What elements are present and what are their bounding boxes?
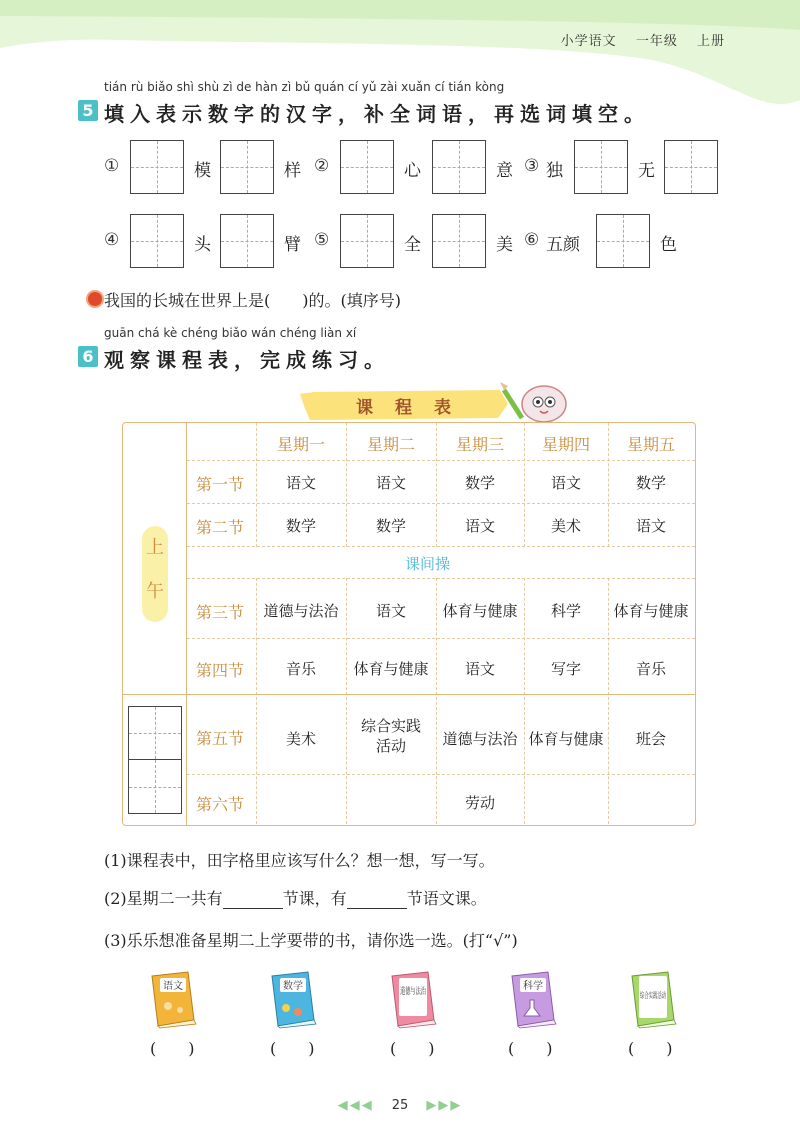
table-cell: 音乐 [635,660,666,678]
table-cell: 语文 [464,660,495,678]
table-cell-integrated-practice [346,716,436,756]
char-quan: 全 [404,235,421,255]
period-label: 第一节 [196,475,245,494]
page-footer [0,1098,800,1113]
char-bi: 臂 [284,235,301,255]
checkbox-paren[interactable]: ( ) [270,1039,315,1058]
writing-box[interactable] [340,214,394,268]
day-header: 星期五 [626,435,675,454]
item-number-1: ① [104,156,120,176]
table-cell: 班会 [635,730,666,748]
right-arrows-icon: ▶▶▶ [426,1098,463,1113]
book-label: 数学 [283,981,303,992]
table-cell: 美术 [285,730,316,748]
table-cell: 科学 [550,602,581,620]
table-line [123,694,695,695]
q5-pinyin: tián rù biǎo shì shù zì de hàn zì bǔ quán cí yǔ zài xuǎn cí tián kòng [104,80,505,94]
writing-box[interactable] [664,140,718,194]
table-line [187,503,695,504]
table-cell: 语文 [285,474,316,492]
header-grade: 一年级 [635,34,678,49]
q6-pinyin: guān chá kè chéng biǎo wán chéng liàn xí [104,326,357,340]
char-wu: 无 [638,161,655,181]
table-cell: 道德与法治 [263,602,339,620]
checkbox-paren[interactable]: ( ) [628,1039,673,1058]
am-label [142,526,168,622]
item-number-6: ⑥ [524,230,540,250]
char-xin: 心 [404,161,421,181]
table-cell: 美术 [550,517,581,535]
q6-title: 观察课程表，完成练习。 [104,348,390,372]
sub-question-1: (1)课程表中，田字格里应该写什么？想一想，写一写。 [104,851,495,870]
writing-box[interactable] [340,140,394,194]
answer-blank[interactable] [347,892,407,909]
period-label: 第五节 [196,729,245,748]
recess-label: 课间操 [405,555,451,573]
table-line [187,774,695,775]
book-label: 科学 [523,981,543,992]
q2-part-b: 节课，有 [282,889,347,908]
char-mei: 美 [496,235,513,255]
table-cell: 语文 [550,474,581,492]
item-number-2: ② [314,156,330,176]
am-char-2: 午 [146,581,164,602]
char-mo: 模 [194,161,211,181]
table-line [187,578,695,579]
writing-box[interactable] [432,214,486,268]
char-se: 色 [660,235,677,255]
table-line [187,638,695,639]
book-label: 道德与法治 [400,987,446,997]
q6-number-badge: 6 [78,346,98,367]
period-label: 第四节 [196,661,245,680]
q5-number-badge: 5 [78,100,98,121]
day-header: 星期四 [541,435,590,454]
table-cell: 音乐 [285,660,316,678]
item-number-4: ④ [104,230,120,250]
table-cell: 劳动 [464,794,495,812]
header-info [547,30,725,49]
period-label: 第三节 [196,603,245,622]
table-line [187,546,695,547]
book-label: 语文 [163,981,183,992]
table-cell: 体育与健康 [528,730,604,748]
char-yi: 意 [496,161,513,181]
mascot-pencil-icon [500,378,580,428]
table-cell: 数学 [285,517,316,535]
answer-blank[interactable] [223,892,283,909]
cell-line: 综合实践 [360,717,421,735]
table-cell: 体育与健康 [442,602,518,620]
sub-question-2 [104,886,487,909]
writing-grid[interactable] [128,706,182,814]
checkbox-paren[interactable]: ( ) [390,1039,435,1058]
header-subject: 小学语文 [560,34,617,49]
flower-icon [88,292,102,306]
period-label: 第二节 [196,518,245,537]
day-header: 星期三 [455,435,504,454]
checkbox-paren[interactable]: ( ) [508,1039,553,1058]
checkbox-paren[interactable]: ( ) [150,1039,195,1058]
item-number-3: ③ [524,156,540,176]
table-cell: 写字 [550,660,581,678]
book-math-icon[interactable] [266,970,318,1028]
book-science-icon[interactable] [506,970,558,1028]
char-wuyan: 五颜 [546,235,580,255]
q5-title: 填入表示数字的汉字，补全词语，再选词填空。 [104,102,650,126]
book-integrated-practice-icon[interactable] [626,970,688,1028]
char-tou: 头 [194,235,211,255]
writing-box[interactable] [432,140,486,194]
table-line [186,423,187,825]
cell-line: 活动 [375,737,406,755]
table-cell: 语文 [464,517,495,535]
writing-box[interactable] [574,140,628,194]
table-cell: 体育与健康 [613,602,689,620]
writing-box[interactable] [596,214,650,268]
item-number-5: ⑤ [314,230,330,250]
table-cell: 道德与法治 [442,730,518,748]
day-header: 星期二 [366,435,415,454]
book-label: 综合实践活动 [640,991,688,1000]
left-arrows-icon: ◀◀◀ [337,1098,374,1113]
table-cell: 语文 [635,517,666,535]
table-cell: 数学 [375,517,406,535]
table-cell: 体育与健康 [353,660,429,678]
period-label: 第六节 [196,795,245,814]
q2-part-a: (2)星期二一共有 [104,889,223,908]
q2-part-c: 节语文课。 [406,889,487,908]
writing-box[interactable] [130,214,184,268]
table-title: 课程表 [356,398,473,418]
table-cell: 数学 [635,474,666,492]
header-term: 上册 [696,34,725,49]
char-du: 独 [546,161,563,181]
char-yang: 样 [284,161,301,181]
book-morality-law-icon[interactable] [386,970,446,1028]
writing-box[interactable] [220,214,274,268]
writing-box[interactable] [220,140,274,194]
table-line [187,460,695,461]
q5-sentence: 我国的长城在世界上是( )的。(填序号) [104,291,401,310]
book-chinese-icon[interactable] [146,970,198,1028]
table-cell: 语文 [375,474,406,492]
table-cell: 数学 [464,474,495,492]
page-number: 25 [391,1098,409,1113]
sub-question-3: (3)乐乐想准备星期二上学要带的书，请你选一选。(打“√”) [104,931,518,950]
writing-box[interactable] [130,140,184,194]
day-header: 星期一 [276,435,325,454]
table-cell: 语文 [375,602,406,620]
am-char-1: 上 [146,537,164,558]
